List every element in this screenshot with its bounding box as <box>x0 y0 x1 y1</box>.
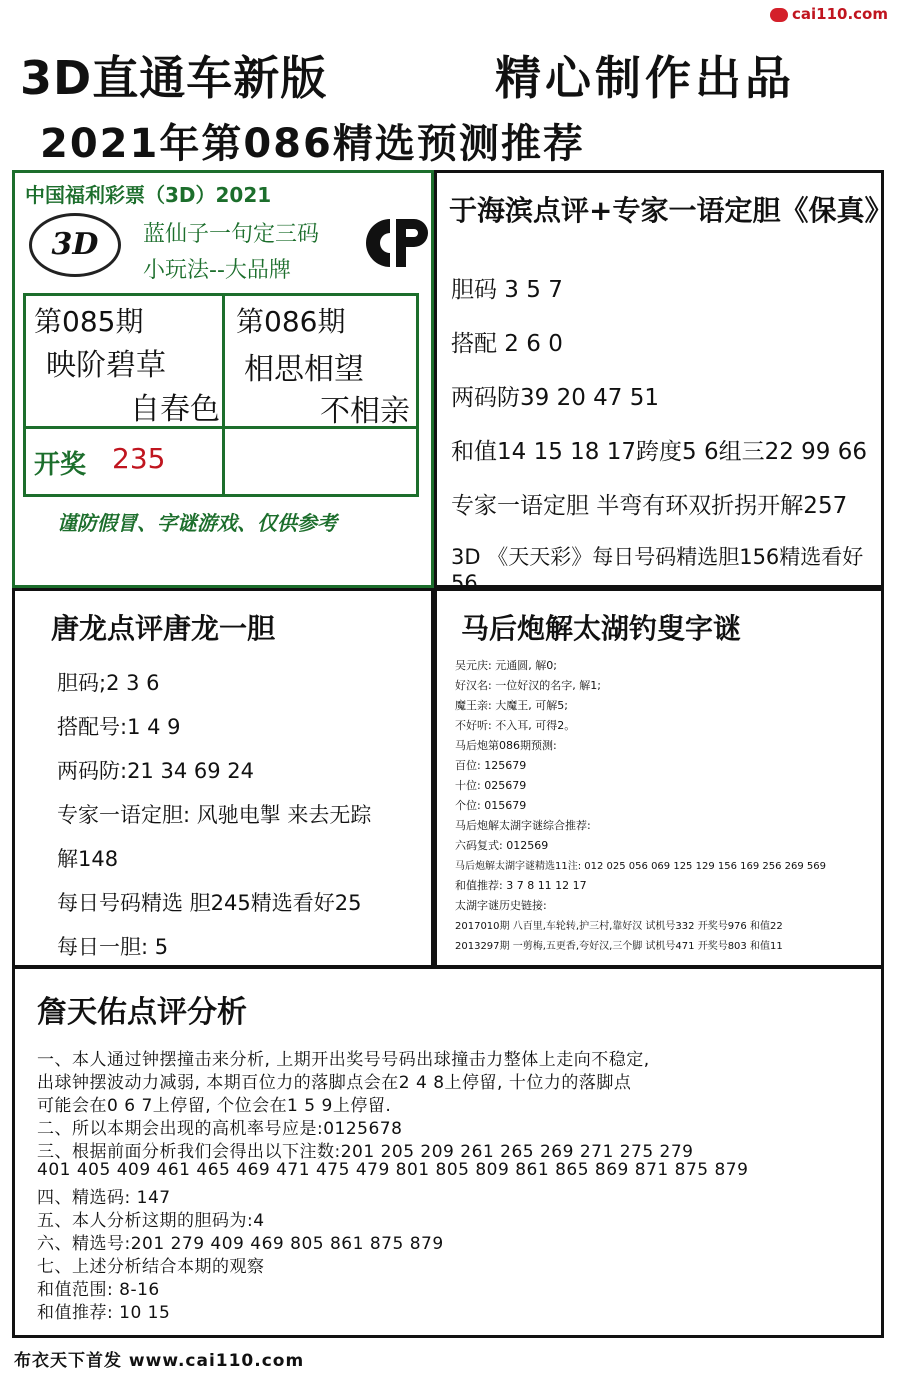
expert-tang-line: 解148 <box>57 847 119 871</box>
riddle-line: 不好听: 不入耳, 可得2。 <box>455 719 576 732</box>
riddle-line: 马后炮解太湖字谜精选11注: 012 025 056 069 125 129 156 169 256 269 569 <box>455 861 827 872</box>
analysis-line: 二、所以本期会出现的高机率号应是:0125678 <box>37 1119 403 1139</box>
current-period: 第086期 <box>236 305 346 338</box>
header-right-title: 精心制作出品 <box>495 51 795 105</box>
expert-tang-line: 每日一胆: 5 <box>57 935 169 959</box>
site-badge-text: cai110.com <box>792 5 888 23</box>
header-subtitle: 2021年第086精选预测推荐 <box>40 121 585 167</box>
analysis-line: 401 405 409 461 465 469 471 475 479 801 805 809 861 865 869 871 875 879 <box>37 1160 749 1180</box>
prev-poem-2: 自春色 <box>130 392 220 427</box>
analysis-line: 出球钟摆波动力减弱, 本期百位力的落脚点会在2 4 8上停留, 十位力的落脚点 <box>37 1073 632 1093</box>
site-logo-icon <box>770 8 788 22</box>
riddle-line: 吴元庆: 元通圆, 解0; <box>455 659 557 672</box>
current-poem-1: 相思相望 <box>244 352 364 387</box>
expert-tang-line: 两码防:21 34 69 24 <box>57 759 254 783</box>
cp-logo-icon <box>360 213 430 273</box>
riddle-line: 马后炮第086期预测: <box>455 739 557 752</box>
riddle-line: 好汉名: 一位好汉的名字, 解1; <box>455 679 601 692</box>
disclaimer: 谨防假冒、字谜游戏、仅供参考 <box>57 511 337 535</box>
analysis-panel-zhan <box>12 966 884 1338</box>
draw-label: 开奖 <box>34 450 87 480</box>
expert-yu-line: 两码防39 20 47 51 <box>451 385 659 411</box>
riddle-line: 百位: 125679 <box>455 759 527 772</box>
prev-period: 第085期 <box>34 305 144 338</box>
analysis-line: 一、本人通过钟摆撞击来分析, 上期开出奖号号码出球撞击力整体上走向不稳定, <box>37 1050 650 1070</box>
current-poem-2: 不相亲 <box>320 394 410 429</box>
site-badge[interactable] <box>738 2 892 26</box>
riddle-line: 2017010期 八百里,车轮转,护三村,靠好汉 试机号332 开奖号976 和值22 <box>455 921 783 932</box>
analysis-line: 五、本人分析这期的胆码为:4 <box>37 1211 265 1231</box>
analysis-line: 七、上述分析结合本期的观察 <box>37 1257 265 1277</box>
expert-panel-yu <box>434 170 893 595</box>
expert-yu-title: 于海滨点评+专家一语定胆《保真》 <box>449 194 893 227</box>
analysis-line: 和值范围: 8-16 <box>37 1280 160 1300</box>
expert-yu-line: 搭配 2 6 0 <box>451 331 563 357</box>
analysis-line: 三、根据前面分析我们会得出以下注数:201 205 209 261 265 269 271 275 279 <box>37 1142 694 1162</box>
expert-yu-line: 和值14 15 18 17跨度5 6组三22 99 66 <box>451 439 867 465</box>
analysis-line: 和值推荐: 10 15 <box>37 1303 171 1323</box>
period-grid <box>23 293 419 497</box>
3d-logo-icon: 3D <box>29 213 121 277</box>
riddle-line: 个位: 015679 <box>455 799 527 812</box>
riddle-line: 魔王亲: 大魔王, 可解5; <box>455 699 568 712</box>
expert-yu-line: 专家一语定胆 半弯有环双折拐开解257 <box>451 493 848 519</box>
draw-value: 235 <box>112 442 166 475</box>
analysis-title: 詹天佑点评分析 <box>37 995 247 1030</box>
riddle-line: 和值推荐: 3 7 8 11 12 17 <box>455 879 587 892</box>
riddle-title: 马后炮解太湖钓叟字谜 <box>461 612 742 645</box>
expert-yu-line: 3D 《天天彩》每日号码精选胆156精选看好56 <box>451 545 864 595</box>
expert-tang-line: 专家一语定胆: 风驰电掣 来去无踪 <box>57 803 372 827</box>
footer-source[interactable]: 布衣天下首发 www.cai110.com <box>14 1351 305 1371</box>
expert-tang-line: 搭配号:1 4 9 <box>57 715 181 739</box>
lottery-card-title: 中国福利彩票（3D）2021 <box>25 183 272 207</box>
analysis-line: 四、精选码: 147 <box>37 1188 171 1208</box>
expert-tang-title: 唐龙点评唐龙一胆 <box>51 612 276 645</box>
riddle-line: 2013297期 一剪梅,五更香,夸好汉,三个脚 试机号471 开奖号803 和值11 <box>455 941 783 952</box>
analysis-line: 六、精选号:201 279 409 469 805 861 875 879 <box>37 1234 444 1254</box>
expert-panel-tang <box>12 588 434 968</box>
riddle-line: 马后炮解太湖字谜综合推荐: <box>455 819 591 832</box>
analysis-line: 可能会在0 6 7上停留, 个位会在1 5 9上停留. <box>37 1096 392 1116</box>
header-left-title: 3D直通车新版 <box>20 51 328 105</box>
expert-yu-line: 胆码 3 5 7 <box>451 277 563 303</box>
riddle-line: 太湖字谜历史链接: <box>455 899 547 912</box>
slogan-line-1: 蓝仙子一句定三码 <box>143 222 320 247</box>
slogan-line-2: 小玩法--大品牌 <box>143 258 291 283</box>
riddle-panel <box>434 588 884 968</box>
prev-poem-1: 映阶碧草 <box>46 348 166 383</box>
expert-tang-line: 每日号码精选 胆245精选看好25 <box>57 891 362 915</box>
riddle-line: 六码复式: 012569 <box>455 839 549 852</box>
expert-tang-line: 胆码;2 3 6 <box>57 671 160 695</box>
grid-divider-vertical <box>222 296 225 494</box>
lottery-card-panel <box>12 170 434 588</box>
riddle-line: 十位: 025679 <box>455 779 527 792</box>
